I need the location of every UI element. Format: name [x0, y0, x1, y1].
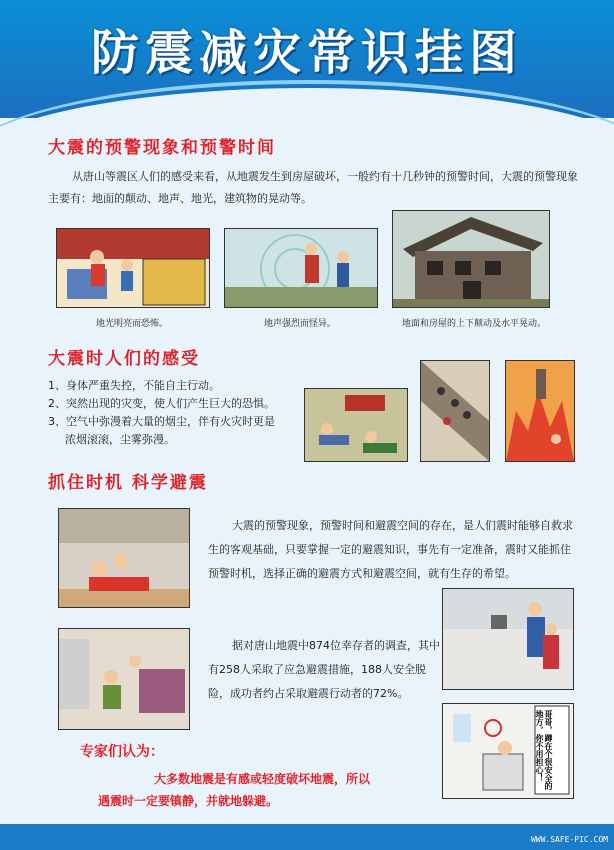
experts-title: 专家们认为：	[80, 744, 164, 760]
illustration-crowd-stairs	[420, 360, 490, 462]
feelings-list	[48, 377, 275, 449]
illustration-earthquake-sound	[224, 228, 378, 308]
illustration-mother-child-shelter	[58, 508, 190, 608]
caption-earthquake-light: 地光明亮而恐怖。	[95, 319, 168, 329]
illustration-fire-smoke	[505, 360, 575, 462]
speech-bubble: 哥哥，蹲在个很安全的地方，你不用担心！	[535, 710, 553, 790]
illustration-family-furniture	[58, 628, 190, 730]
section1-title: 大震的预警现象和预警时间	[48, 138, 276, 158]
illustration-phone-toilet	[442, 703, 574, 799]
experts-line1: 大多数地震是有感或轻度破坏地震，所以	[154, 772, 371, 786]
footer-band	[0, 824, 614, 850]
feeling-item: 浓烟滚滚，尘雾弥漫。	[65, 433, 175, 446]
illustration-house-shaking	[392, 210, 550, 308]
caption-house-shaking: 地面和房屋的上下颠动及水平晃动。	[401, 319, 546, 329]
section3-paragraph2: 据对唐山地震中874位幸存者的调查，其中有258人采取了应急避震措施，188人安全脱险，成功者约占采取避震行动者的72%。	[208, 639, 440, 700]
experts-line2: 遇震时一定要镇静，并就地躲避。	[98, 794, 279, 808]
section1-paragraph: 从唐山等震区人们的感受来看，从地震发生到房屋破坏，一般约有十几秒钟的预警时间，大震的预警现象主要有：地面的颠动、地声、地光，建筑物的晃动等。	[48, 170, 578, 205]
caption-earthquake-sound: 地声强烈而怪异。	[263, 319, 336, 329]
feeling-item: 1、身体严重失控，不能自主行动。	[48, 379, 220, 392]
section3-paragraph1: 大震的预警现象，预警时间和避震空间的存在，是人们震时能够自救求生的客观基础，只要掌握一定的避震知识，事先有一定准备，震时又能抓住预警时机，选择正确的避震方式和避震空间，就有生存的希望。	[208, 519, 573, 580]
footer-url: WWW.SAFE-PIC.COM	[530, 835, 608, 844]
illustration-people-fallen	[304, 388, 408, 462]
section3-title: 抓住时机 科学避震	[48, 473, 208, 493]
illustration-earthquake-light	[56, 228, 210, 308]
illustration-family-kitchen	[442, 588, 574, 690]
feeling-item: 2、突然出现的灾变，使人们产生巨大的恐惧。	[48, 397, 275, 410]
feeling-item: 3、空气中弥漫着大量的烟尘，伴有火灾时更是	[48, 415, 275, 428]
experts-text	[98, 768, 370, 812]
poster-title: 防震减灾常识挂图	[90, 25, 523, 81]
section2-title: 大震时人们的感受	[48, 349, 200, 369]
